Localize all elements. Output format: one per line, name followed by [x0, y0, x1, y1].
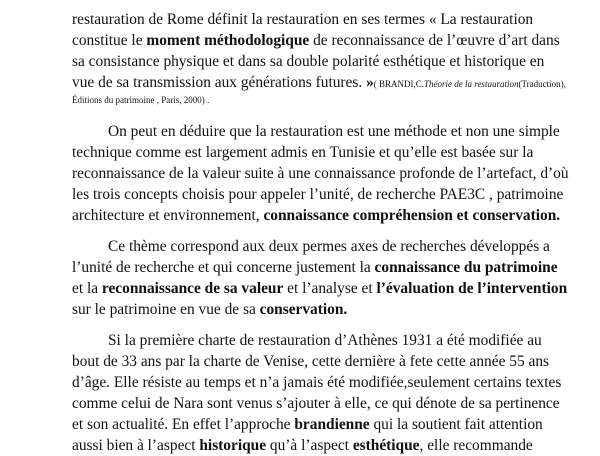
text-line: On peut en déduire que la restauration est une méthode et non une simple	[108, 123, 560, 140]
paragraph-gap	[72, 226, 592, 236]
text-line: technique comme est largement admis en Tunisie et qu’elle est basée sur la	[72, 144, 534, 161]
text-line: constitue le moment méthodologique de reconnaissance de l’œuvre d’art dans	[72, 32, 560, 49]
emphasis: esthétique	[352, 437, 420, 454]
text-line: restauration de Rome définit la restauration en ses termes « La restauration	[72, 11, 534, 28]
text-line: l’unité de recherche et qui concerne justement la connaissance du patrimoine	[72, 259, 558, 276]
text-line: les trois concepts choisis pour appeler l’unité, de recherche PAE3C , patrimoine	[72, 186, 564, 203]
paragraph-theme	[72, 236, 592, 320]
emphasis: conservation.	[259, 301, 348, 318]
document-page	[72, 0, 592, 456]
text-line: reconnaissance de la valeur suite à une connaissance profonde de l’artefact, d’où	[72, 165, 569, 182]
text-line: sa consistance physique et dans sa double polarité esthétique et historique en	[72, 53, 545, 70]
text-line: et la reconnaissance de sa valeur et l’analyse et l’évaluation de l’intervention	[72, 280, 568, 297]
text-line: comme celui de Nara sont venus s’ajouter à elle, ce qui dénote de sa pertinence	[72, 395, 560, 412]
emphasis: historique	[199, 437, 267, 454]
paragraph-gap	[72, 320, 592, 330]
emphasis: l’évaluation de l’intervention	[376, 280, 568, 297]
text-line: Si la première charte de restauration d’Athènes 1931 a été modifiée au	[108, 332, 542, 349]
emphasis: connaissance compréhension et conservation.	[263, 207, 561, 224]
paragraph-brandi-quote	[72, 0, 592, 107]
emphasis: moment méthodologique	[146, 32, 310, 49]
text-line: architecture et environnement, connaissance compréhension et conservation.	[72, 207, 561, 224]
emphasis: connaissance du patrimoine	[374, 259, 558, 276]
text-line: vue de sa transmission aux générations futures. »( BRANDI,C.Théorie de la restauration(Traduction),	[72, 74, 566, 91]
text-line: d’âge. Elle résiste au temps et n’a jamais été modifiée,seulement certains textes	[72, 374, 562, 391]
text-line: aussi bien à l’aspect historique qu’à l’aspect esthétique, elle recommande	[72, 437, 533, 454]
text-line: bout de 33 ans par la charte de Venise, cette dernière à fete cette année 55 ans	[72, 353, 550, 370]
text-line-cut	[72, 0, 592, 9]
paragraph-charters	[72, 330, 592, 456]
paragraph-gap	[72, 107, 592, 121]
emphasis: brandienne	[294, 416, 370, 433]
text-line: et son actualité. En effet l’approche brandienne qui la soutient fait attention	[72, 416, 543, 433]
text-line: sur le patrimoine en vue de sa conservation.	[72, 301, 348, 318]
emphasis: reconnaissance de sa valeur	[101, 280, 284, 297]
citation-line-2: Éditions du patrimoine , Paris, 2000) .	[72, 95, 210, 105]
citation: ( BRANDI,C.Théorie de la restauration(Traduction),	[373, 79, 566, 89]
text-line: Ce thème correspond aux deux permes axes de recherches développés a	[108, 238, 550, 255]
paragraph-deduction	[72, 121, 592, 226]
